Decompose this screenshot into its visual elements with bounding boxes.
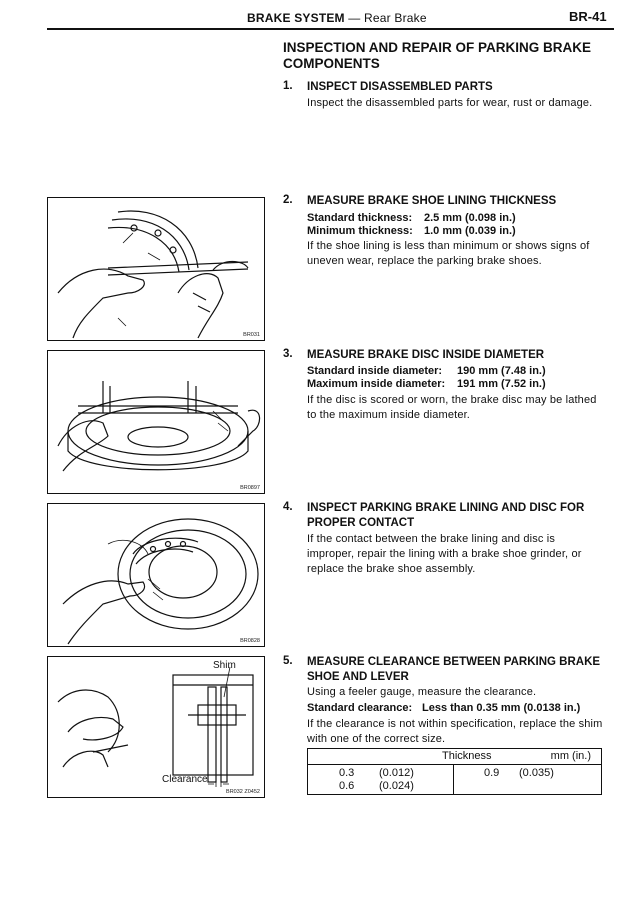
thickness-table bbox=[307, 748, 602, 795]
section-title: MEASURE BRAKE SHOE LINING THICKNESS bbox=[307, 195, 557, 207]
spec-row bbox=[307, 224, 607, 238]
spec-value: 1.0 mm (0.039 in.) bbox=[424, 225, 516, 237]
section-text: If the clearance is not within specification, replace the shim with one of the correct size. bbox=[307, 718, 603, 745]
table-header: Thickness bbox=[442, 750, 492, 762]
section-title: INSPECT PARKING BRAKE LINING AND DISC FOR PROPER CONTACT bbox=[307, 502, 585, 529]
figure-lining-contact bbox=[47, 503, 265, 647]
table-cell bbox=[454, 765, 602, 795]
table-value-mm: 0.6 bbox=[339, 780, 355, 792]
lining-measure-illustration bbox=[48, 198, 264, 340]
clearance-label: Clearance bbox=[162, 774, 208, 785]
header-rule bbox=[47, 28, 614, 30]
section-text: If the disc is scored or worn, the brake disc may be lathed to the maximum inside diameter. bbox=[307, 394, 597, 421]
section-title: INSPECT DISASSEMBLED PARTS bbox=[307, 81, 493, 93]
section-number: 4. bbox=[283, 501, 293, 513]
spec-row bbox=[307, 701, 607, 715]
table-value-in: (0.035) bbox=[519, 767, 554, 779]
section-text-intro: Using a feeler gauge, measure the clearance. bbox=[307, 686, 537, 698]
figure-lining-thickness bbox=[47, 197, 265, 341]
table-value-mm: 0.9 bbox=[484, 767, 500, 779]
table-value-in: (0.024) bbox=[379, 780, 414, 792]
table-value-in: (0.012) bbox=[379, 767, 414, 779]
table-cell bbox=[308, 765, 454, 795]
page-number: BR-41 bbox=[569, 9, 607, 24]
spec-value: Less than 0.35 mm (0.0138 in.) bbox=[422, 702, 581, 714]
section-text: If the contact between the brake lining and disc is improper, repair the lining with a brake shoe grinder, or replace the brake shoe assembly. bbox=[307, 533, 582, 575]
figure-disc-diameter bbox=[47, 350, 265, 494]
spec-label: Standard inside diameter: bbox=[307, 365, 443, 377]
section-number: 3. bbox=[283, 348, 293, 360]
table-unit: mm (in.) bbox=[550, 750, 591, 762]
header-subtitle: Rear Brake bbox=[364, 11, 427, 25]
section-number: 2. bbox=[283, 194, 293, 206]
figure-code: BR0828 bbox=[240, 638, 260, 644]
header-title: BRAKE SYSTEM bbox=[247, 11, 345, 25]
spec-label: Minimum thickness: bbox=[307, 225, 413, 237]
spec-value: 190 mm (7.48 in.) bbox=[457, 365, 546, 377]
shim-label: Shim bbox=[213, 660, 236, 671]
spec-label: Standard clearance: bbox=[307, 702, 413, 714]
spec-label: Maximum inside diameter: bbox=[307, 378, 446, 390]
running-header bbox=[247, 11, 427, 25]
spec-row bbox=[307, 377, 607, 391]
section-text: If the shoe lining is less than minimum or shows signs of uneven wear, replace the parking brake shoes. bbox=[307, 240, 590, 267]
spec-value: 191 mm (7.52 in.) bbox=[457, 378, 546, 390]
section-number: 5. bbox=[283, 655, 293, 667]
disc-measure-illustration bbox=[48, 351, 264, 493]
clearance-illustration bbox=[48, 657, 264, 797]
figure-code: BR031 bbox=[243, 332, 260, 338]
spec-row bbox=[307, 211, 607, 225]
page-title: INSPECTION AND REPAIR OF PARKING BRAKE COMPONENTS bbox=[283, 40, 592, 71]
figure-code: BR0897 bbox=[240, 485, 260, 491]
figure-code: BR032 Z0452 bbox=[226, 789, 260, 795]
section-text: Inspect the disassembled parts for wear, rust or damage. bbox=[307, 97, 593, 109]
spec-label: Standard thickness: bbox=[307, 212, 413, 224]
contact-check-illustration bbox=[48, 504, 264, 646]
table-value-mm: 0.3 bbox=[339, 767, 355, 779]
section-number: 1. bbox=[283, 80, 293, 92]
spec-value: 2.5 mm (0.098 in.) bbox=[424, 212, 516, 224]
header-separator: — bbox=[348, 11, 361, 25]
spec-row bbox=[307, 364, 607, 378]
table-header-row bbox=[308, 749, 602, 765]
figure-clearance bbox=[47, 656, 265, 798]
section-title: MEASURE CLEARANCE BETWEEN PARKING BRAKE SHOE AND LEVER bbox=[307, 656, 601, 683]
section-title: MEASURE BRAKE DISC INSIDE DIAMETER bbox=[307, 349, 545, 361]
